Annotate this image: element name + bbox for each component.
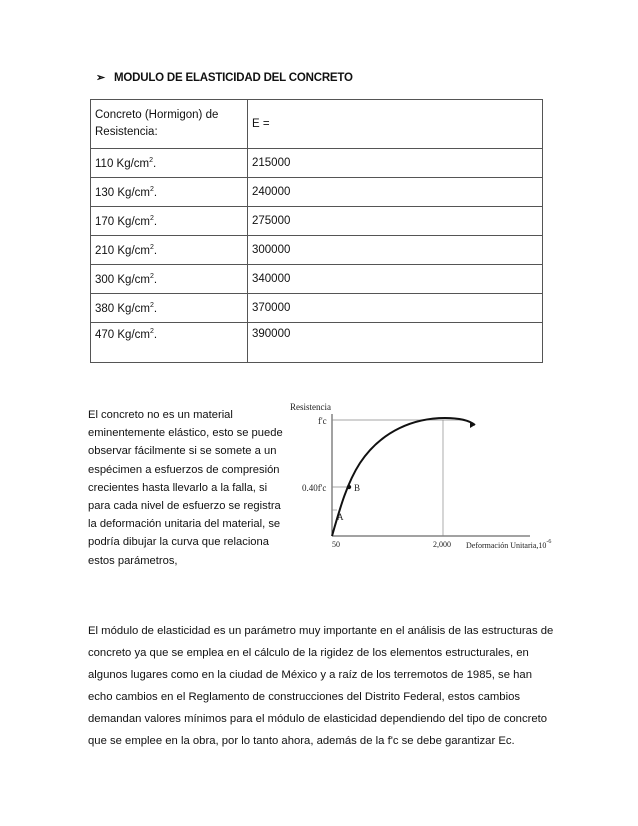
section-heading [96, 71, 353, 84]
cell-e: 275000 [248, 207, 543, 236]
table-row [91, 207, 543, 236]
cell-resistance: 470 $Kg/cm^2$. [91, 323, 248, 363]
side-text-block [88, 406, 286, 570]
figure-point-b [347, 485, 351, 489]
cell-e: 370000 [248, 294, 543, 323]
figure-xtick-50: 50 [332, 540, 340, 549]
table-row [91, 323, 543, 363]
table-row [91, 178, 543, 207]
arrow-bullet-icon: ➢ [96, 72, 106, 84]
cell-resistance: 210 $Kg/cm^2$. [91, 236, 248, 265]
cell-resistance: 380 $Kg/cm^2$. [91, 294, 248, 323]
figure-curve-arrow-icon [470, 421, 475, 428]
figure-curve [332, 418, 475, 536]
cell-e: 340000 [248, 265, 543, 294]
cell-e: 300000 [248, 236, 543, 265]
heading-text: MODULO DE ELASTICIDAD DEL CONCRETO [114, 72, 353, 84]
figure-xlabel: Deformación $Unitaria,10^{-6}$ [466, 539, 552, 550]
figure-label-a: A [337, 512, 344, 522]
table-row [91, 294, 543, 323]
figure-label-b: B [354, 483, 361, 493]
table-row [91, 265, 543, 294]
elasticity-table [90, 99, 543, 363]
header-resistance: Concreto (Hormigon) de Resistencia: [91, 100, 248, 149]
cell-resistance: 110 $Kg/cm^2$. [91, 149, 248, 178]
table-header-row [91, 100, 543, 149]
cell-e: 390000 [248, 323, 543, 363]
side-paragraph: El concreto no es un material eminentemente elástico, esto se puede observar fácilmente si se somete a un espécimen a esfuerzos de compresión crecientes hasta llevarlo a la falla, si para cada nivel de esfuerzo se registra la deformación unitaria del material, se podría dibujar la curva que relaciona estos parámetros, [88, 409, 283, 567]
cell-resistance: 170 $Kg/cm^2$. [91, 207, 248, 236]
stress-strain-figure [290, 398, 570, 558]
figure-xtick-2000: 2,000 [433, 540, 451, 549]
figure-ytick-040fc: 0.40f'c [302, 483, 327, 493]
cell-e: 240000 [248, 178, 543, 207]
header-e: E = [248, 100, 543, 149]
table-row [91, 236, 543, 265]
figure-ylabel: Resistencia [290, 402, 331, 412]
figure-ytick-fc: f'c [318, 416, 327, 426]
cell-resistance: 300 $Kg/cm^2$. [91, 265, 248, 294]
body-paragraph: El módulo de elasticidad es un parámetro muy importante en el análisis de las estructuras de concreto ya que se emplea en el cálculo de la rigidez de los elementos estructurales, en algunos lugares como en la ciudad de México y a raíz de los terremotos de 1985, se han echo cambios en el Reglamento de construcciones del Distrito Federal, estos cambios demandan valores mínimos para el módulo de elasticidad dependiendo del tipo de concreto que se emplee en la obra, por lo tanto ahora, además de la f'c se debe garantizar Ec. [88, 625, 554, 748]
table-row [91, 149, 543, 178]
cell-e: 215000 [248, 149, 543, 178]
cell-resistance: 130 $Kg/cm^2$. [91, 178, 248, 207]
body-text-block [88, 620, 558, 753]
